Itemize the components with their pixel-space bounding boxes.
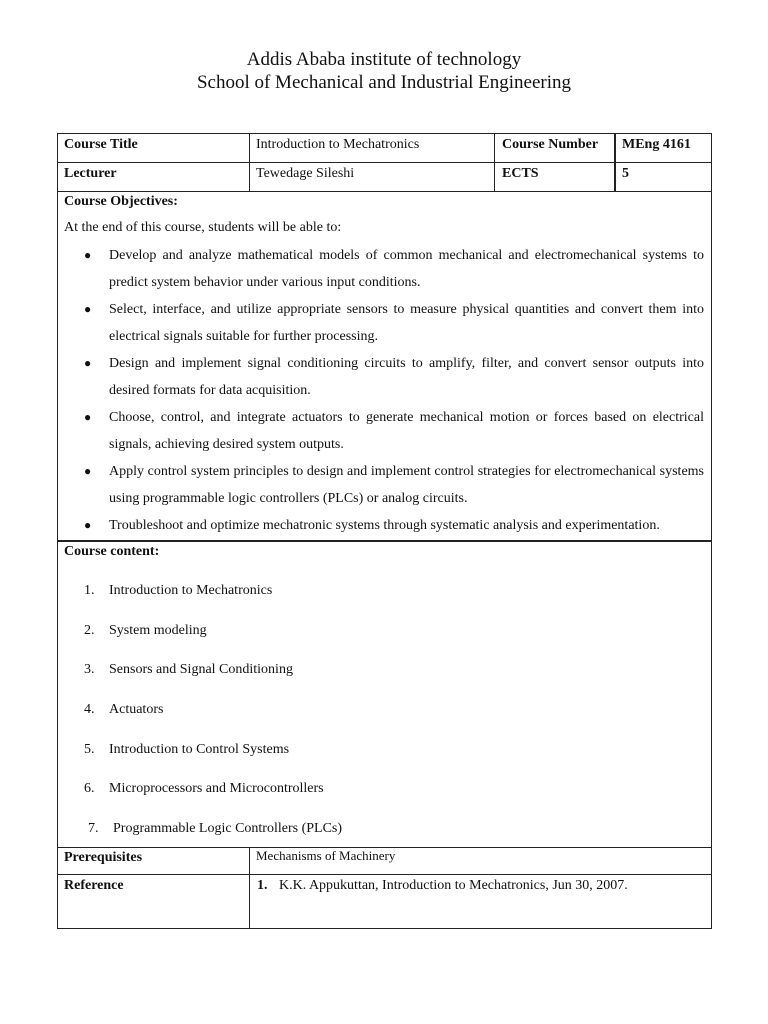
bullet-icon: ● bbox=[84, 356, 92, 370]
course-number-value: MEng 4161 bbox=[622, 137, 691, 152]
prerequisites-label: Prerequisites bbox=[64, 850, 143, 865]
objective-item bbox=[64, 404, 704, 458]
objectives-intro: At the end of this course, students will be able to: bbox=[64, 220, 342, 235]
school-name: School of Mechanical and Industrial Engineering bbox=[196, 72, 572, 93]
reference-value: K.K. Appukuttan, Introduction to Mechatronics, Jun 30, 2007. bbox=[279, 878, 628, 893]
content-item-text: Introduction to Control Systems bbox=[109, 741, 290, 757]
objectives-list bbox=[64, 242, 704, 539]
content-item-text: Sensors and Signal Conditioning bbox=[109, 662, 293, 678]
lecturer-value: Tewedage Sileshi bbox=[256, 166, 355, 181]
prerequisites-value: Mechanisms of Machinery bbox=[256, 848, 396, 863]
reference-number: 1. bbox=[257, 878, 268, 893]
column-divider bbox=[249, 133, 250, 191]
objective-item bbox=[64, 296, 704, 350]
objective-item bbox=[64, 350, 704, 404]
row-divider bbox=[57, 874, 712, 875]
objective-item bbox=[64, 242, 704, 296]
content-item-text: Programmable Logic Controllers (PLCs) bbox=[113, 821, 343, 837]
bullet-icon: ● bbox=[84, 410, 92, 424]
row-divider bbox=[57, 540, 712, 542]
objective-text: Apply control system principles to design and implement control strategies for electromechanical systems using programmable logic controllers (PLCs) or analog circuits. bbox=[109, 464, 704, 506]
content-heading: Course content: bbox=[64, 544, 160, 559]
bullet-icon: ● bbox=[84, 302, 92, 316]
objective-text: Design and implement signal conditioning circuits to amplify, filter, and convert sensor outputs into desired formats for data acquisition. bbox=[109, 356, 704, 398]
bullet-icon: ● bbox=[84, 464, 92, 478]
document-header bbox=[0, 48, 768, 94]
reference-label: Reference bbox=[64, 878, 124, 893]
bullet-icon: ● bbox=[84, 248, 92, 262]
content-item-text: Microprocessors and Microcontrollers bbox=[109, 781, 324, 797]
course-title-value: Introduction to Mechatronics bbox=[256, 137, 420, 152]
content-item-number: 5. bbox=[84, 741, 95, 757]
column-divider bbox=[249, 847, 250, 929]
content-item-number: 6. bbox=[84, 781, 95, 797]
content-item-text: Actuators bbox=[109, 702, 164, 718]
content-item-number: 7. bbox=[88, 821, 99, 837]
column-divider bbox=[494, 133, 495, 191]
objective-text: Select, interface, and utilize appropriate sensors to measure physical quantities and convert them into electrical signals suitable for further processing. bbox=[109, 302, 704, 344]
course-number-label: Course Number bbox=[502, 137, 599, 152]
objective-text: Troubleshoot and optimize mechatronic systems through systematic analysis and experimentation. bbox=[109, 518, 660, 533]
objective-item bbox=[64, 512, 704, 539]
ects-label: ECTS bbox=[502, 166, 539, 181]
lecturer-label: Lecturer bbox=[64, 166, 117, 181]
objectives-heading: Course Objectives: bbox=[64, 194, 178, 209]
content-item-number: 3. bbox=[84, 662, 95, 678]
institute-name: Addis Ababa institute of technology bbox=[246, 49, 522, 70]
column-divider bbox=[614, 133, 616, 191]
bullet-icon: ● bbox=[84, 518, 92, 532]
content-item-text: Introduction to Mechatronics bbox=[109, 583, 273, 598]
content-item-number: 2. bbox=[84, 622, 95, 638]
content-item-text: System modeling bbox=[109, 622, 207, 638]
objective-text: Develop and analyze mathematical models of common mechanical and electromechanical systems to predict system behavior under various input conditions. bbox=[109, 248, 704, 290]
content-item-number: 1. bbox=[84, 583, 95, 598]
objective-item bbox=[64, 458, 704, 512]
content-item-number: 4. bbox=[84, 702, 95, 718]
objective-text: Choose, control, and integrate actuators to generate mechanical motion or forces based on electrical signals, achieving desired system outputs. bbox=[109, 410, 704, 452]
course-title-label: Course Title bbox=[64, 137, 138, 152]
ects-value: 5 bbox=[622, 166, 629, 181]
row-divider bbox=[57, 191, 712, 192]
